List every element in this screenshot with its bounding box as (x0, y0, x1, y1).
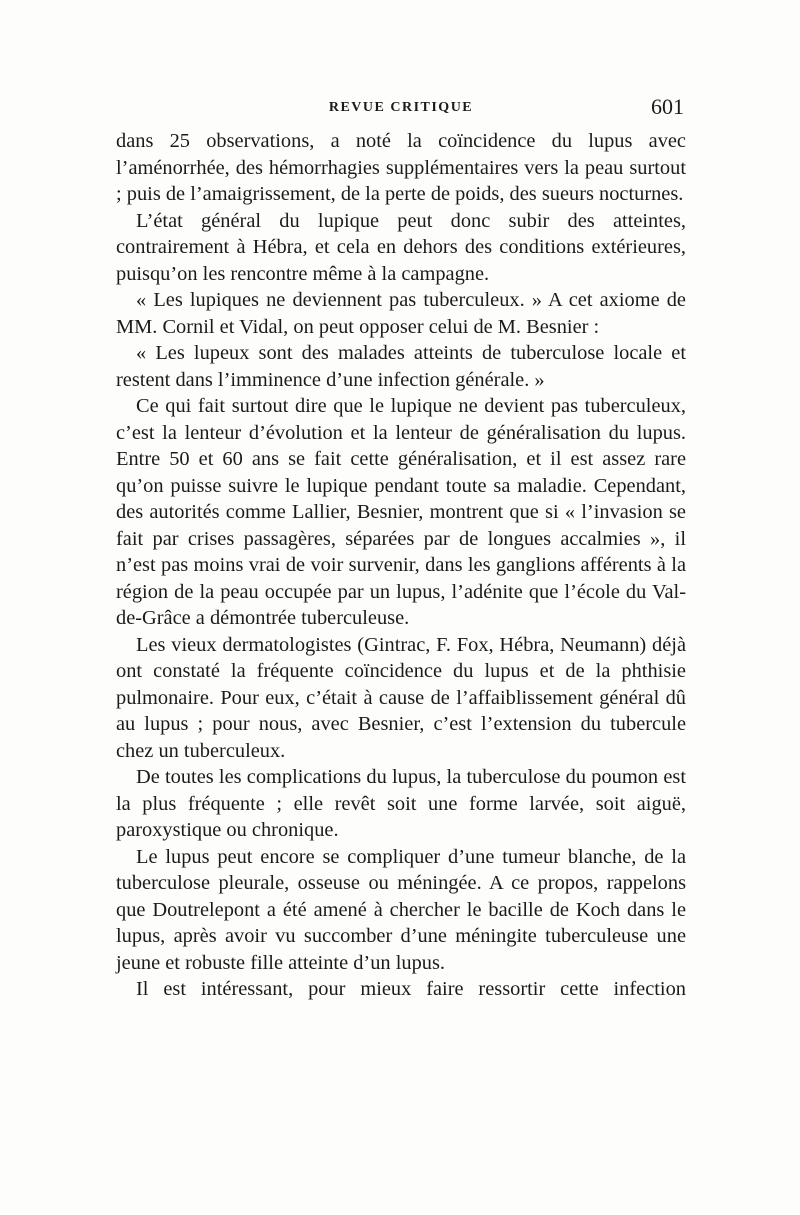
body-text (116, 128, 686, 1003)
paragraph-8: Le lupus peut encore se compliquer d’une tumeur blanche, de la tuberculose pleurale, osseuse ou méningée. A ce propos, rappelons que Doutrelepont a été amené à chercher le bacille de Koch dans le lupus, après avoir vu succomber d’une méningite tuberculeuse une jeune et robuste fille atteinte d’un lupus. (116, 845, 686, 974)
running-head (116, 92, 686, 122)
paragraph-6: Les vieux dermatologistes (Gintrac, F. Fox, Hébra, Neumann) déjà ont constaté la fréquente coïncidence du lupus et de la phthisie pulmonaire. Pour eux, c’était à cause de l’affaiblissement général dû au lupus ; pour nous, avec Besnier, c’est l’extension du tubercule chez un tuberculeux. (116, 633, 686, 762)
paragraph-9: Il est intéressant, pour mieux faire ressortir cette infection (136, 978, 686, 1000)
paragraph-3: « Les lupiques ne deviennent pas tuberculeux. » A cet axiome de MM. Cornil et Vidal, on peut opposer celui de M. Besnier : (116, 289, 686, 338)
page-number: 601 (651, 94, 684, 119)
paragraph-1: dans 25 observations, a noté la coïncidence du lupus avec l’aménorrhée, des hémorrhagies supplémentaires vers la peau surtout ; puis de l’amaigrissement, de la perte de poids, des sueurs nocturnes. (116, 130, 686, 205)
running-title: REVUE CRITIQUE (328, 100, 474, 115)
paragraph-4: « Les lupeux sont des malades atteints de tuberculose locale et restent dans l’imminence d’une infection générale. » (116, 342, 686, 391)
paragraph-5: Ce qui fait surtout dire que le lupique ne devient pas tuberculeux, c’est la lenteur d’évolution et la lenteur de généralisation du lupus. Entre 50 et 60 ans se fait cette généralisation, et il est assez rare qu’on puisse suivre le lupique pendant toute sa maladie. Cependant, des autorités comme Lallier, Besnier, montrent que si « l’invasion se fait par crises passagères, séparées par de longues accalmies », il n’est pas moins vrai de voir survenir, dans les ganglions afférents à la région de la peau occupée par un lupus, l’adénite que l’école du Val-de-Grâce a démontrée tuberculeuse. (116, 395, 686, 629)
paragraph-7: De toutes les complications du lupus, la tuberculose du poumon est la plus fréquente ; elle revêt soit une forme larvée, soit aiguë, paroxystique ou chronique. (116, 766, 686, 841)
paragraph-2: L’état général du lupique peut donc subir des atteintes, contrairement à Hébra, et cela en dehors des conditions extérieures, puisqu’on les rencontre même à la campagne. (116, 209, 686, 285)
